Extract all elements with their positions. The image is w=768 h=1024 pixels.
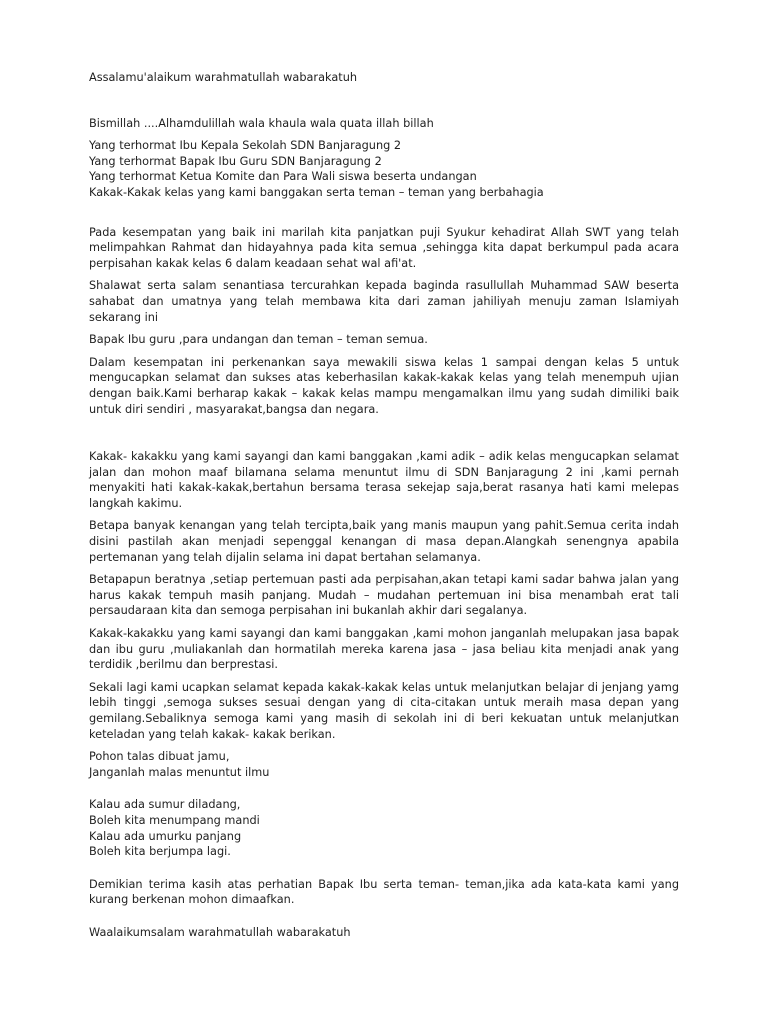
pantun-line: Boleh kita menumpang mandi [89, 813, 260, 827]
pantun-line: Kalau ada sumur diladang, [89, 798, 241, 812]
bismillah-line: Bismillah ....Alhamdulillah wala khaula wala quata illah billah [89, 116, 434, 130]
body-paragraph: Bapak Ibu guru ,para undangan dan teman – teman semua. [89, 333, 428, 347]
body-paragraph: Betapapun beratnya ,setiap pertemuan pasti ada perpisahan,akan tetapi kami sadar bahwa jalan yang harus kakak tempuh masih panjang. Mudah – mudahan pertemuan ini bisa menambah erat tali persaudaraan kita dan semoga perpisahan ini bukanlah akhir dari segalanya. [89, 573, 679, 618]
salutation-line: Yang terhormat Bapak Ibu Guru SDN Banjaragung 2 [89, 154, 382, 168]
body-paragraph: Sekali lagi kami ucapkan selamat kepada kakak-kakak kelas untuk melanjutkan belajar di jenjang yamg lebih tinggi ,semoga sukses sesuai dengan yang di cita-citakan untuk meraih masa depan yang gemilang.Sebaliknya semoga kami yang masih di sekolah ini di beri kekuatan untuk melanjutkan keteladan yang telah kakak- kakak berikan. [89, 680, 679, 741]
pantun-line: Janganlah malas menuntut ilmu [89, 765, 270, 779]
closing-paragraph: Demikian terima kasih atas perhatian Bapak Ibu serta teman- teman,jika ada kata-kata kami yang kurang berkenan mohon dimaafkan. [89, 877, 679, 907]
pantun-stanza [89, 797, 679, 859]
body-paragraph: Pada kesempatan yang baik ini marilah kita panjatkan puji Syukur kehadirat Allah SWT yang telah melimpahkan Rahmat dan hidayahnya pada kita semua ,sehingga kita dapat berkumpul pada acara perpisahan kakak kelas 6 dalam keadaan sehat wal afi'at. [89, 225, 679, 270]
pantun-line: Kalau ada umurku panjang [89, 829, 242, 843]
salutation-list [89, 138, 679, 200]
body-paragraph: Kakak-kakakku yang kami sayangi dan kami banggakan ,kami mohon janganlah melupakan jasa bapak dan ibu guru ,muliakanlah dan hormatilah mereka karena jasa – jasa beliau kita menjadi anak yang terdidik ,berilmu dan berprestasi. [89, 627, 679, 672]
pantun-line: Pohon talas dibuat jamu, [89, 750, 230, 764]
closing-greeting: Waalaikumsalam warahmatullah wabarakatuh [89, 925, 351, 939]
pantun-stanza [89, 749, 679, 780]
salutation-line: Yang terhormat Ketua Komite dan Para Wali siswa beserta undangan [89, 170, 477, 184]
body-paragraph: Dalam kesempatan ini perkenankan saya mewakili siswa kelas 1 sampai dengan kelas 5 untuk mengucapkan selamat dan sukses atas keberhasilan kakak-kakak kelas yang telah menempuh ujian dengan baik.Kami berharap kakak – kakak kelas mampu mengamalkan ilmu yang sudah dimiliki baik untuk diri sendiri , masyarakat,bangsa dan negara. [89, 355, 679, 416]
body-paragraph: Kakak- kakakku yang kami sayangi dan kami banggakan ,kami adik – adik kelas mengucapkan selamat jalan dan mohon maaf bilamana selama menuntut ilmu di SDN Banjaragung 2 ini ,kami pernah menyakiti hati kakak-kakak,bertahun bersama terasa sekejap saja,berat rasanya hati kami melepas langkah kakimu. [89, 450, 679, 510]
document-page [89, 70, 679, 941]
body-paragraph: Shalawat serta salam senantiasa tercurahkan kepada baginda rasullullah Muhammad SAW beserta sahabat dan umatnya yang telah membawa kita dari zaman jahiliyah menuju zaman Islamiyah sekarang ini [89, 279, 679, 324]
salutation-line: Kakak-Kakak kelas yang kami banggakan serta teman – teman yang berbahagia [89, 185, 544, 199]
salutation-line: Yang terhormat Ibu Kepala Sekolah SDN Banjaragung 2 [89, 139, 402, 153]
body-paragraph: Betapa banyak kenangan yang telah tercipta,baik yang manis maupun yang pahit.Semua cerita indah disini pastilah akan menjadi sepenggal kenangan di masa depan.Alangkah senengnya apabila pertemanan yang telah dijalin selama ini dapat bertahan selamanya. [89, 519, 679, 564]
pantun-line: Boleh kita berjumpa lagi. [89, 845, 231, 859]
opening-greeting: Assalamu'alaikum warahmatullah wabarakatuh [89, 71, 358, 84]
